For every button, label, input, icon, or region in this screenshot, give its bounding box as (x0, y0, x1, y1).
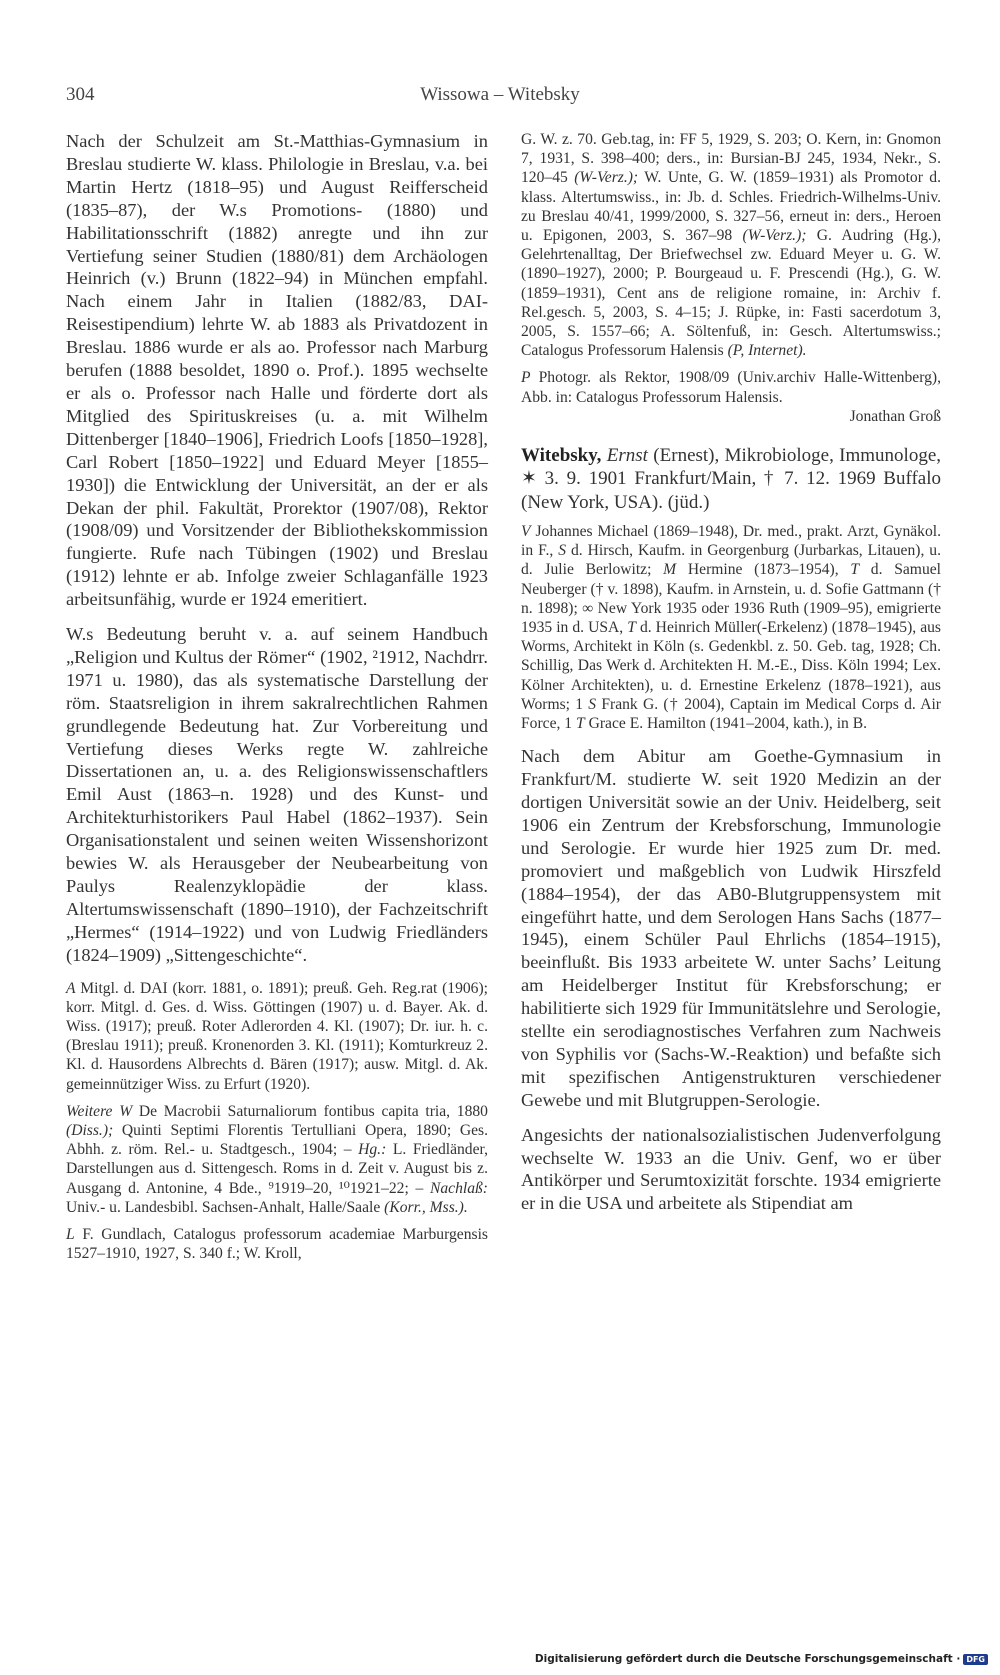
section-label-works: Weitere W (66, 1102, 133, 1120)
section-label-l: L (66, 1226, 75, 1244)
running-head: Wissowa – Witebsky (420, 84, 580, 105)
footer-text: Digitalisierung gefördert durch die Deutsche Forschungsgemeinschaft · (534, 1653, 961, 1665)
honors-section (66, 979, 488, 1094)
wissowa-biography-paragraph: Nach der Schulzeit am St.-Matthias-Gymnasium in Breslau studierte W. klass. Philologie in Breslau, v.a. bei Martin Hertz (1818–95) und August Reifferscheid (1835–87), der W.s Promotions- (1880) und Habilitationsschrift (1882) anregte und ihn zur Vertiefung seiner Studien (1880/81) dem Archäologen Heinrich (v.) Brunn (1822–94) in München empfahl. Nach einem Jahr in Italien (1882/83, DAI-Reisestipendium) lehrte W. ab 1883 als Privatdozent in Breslau. 1886 wurde er als ao. Professor nach Marburg berufen (1888 besoldet, 1890 o. Prof.). 1895 wechselte er als o. Professor nach Halle und förderte dort als Mitglied des Spirituskreises (u. a. mit Wilhelm Dittenberger [1840–1906], Friedrich Loofs [1850–1928], Carl Robert [1850–1922] und Eduard Meyer [1855–1930]) die Entwicklung der Universität, an der er als Dekan der phil. Fakultät, Prorektor (1907/08), Rektor (1908/09) und Vorsitzender der Bibliothekskommission fungierte. Rufe nach Tübingen (1902) und Breslau (1912) lehnte er ab. Infolge zweier Schlaganfälle 1923 arbeitsunfähig, wurde er 1924 emeritiert. (66, 131, 488, 610)
portrait-section: P Photogr. als Rektor, 1908/09 (Univ.archiv Halle-Wittenberg), Abb. in: Catalogus Professorum Halensis. (521, 369, 941, 406)
literature-continued: G. W. z. 70. Geb.tag, in: FF 5, 1929, S. 203; O. Kern, in: Gnomon 7, 1931, S. 398–400; ders., in: Bursian-BJ 245, 1934, Nekr., S. 120–45 (W-Verz.); W. Unte, G. W. (1859–1931) als Promotor d. klass. Altertumswiss., in: Jb. d. Schles. Friedrich-Wilhelms-Univ. zu Breslau 40/41, 1999/2000, S. 327–56, erneut in: ders., Heroen u. Epigonen, 2003, S. 367–98 (W-Verz.); G. Audring (Hg.), Gelehrtenalltag, Der Briefwechsel zw. Eduard Meyer u. G. W. (1890–1927), 2000; P. Bourgeaud u. F. Prescendi (Hg.), G. W. (1859–1931), Cent ans de religione romaine, in: Archiv f. Rel.gesch. 5, 2003, S. 4–15; J. Rüpke, in: Fasti sacerdotum 3, 2005, S. 1557–66; A. Söltenfuß, in: Gesch. Altertumswiss.; Catalogus Professorum Halensis (P, Internet). (521, 131, 941, 360)
literature-section: L F. Gundlach, Catalogus professorum academiae Marburgensis 1527–1910, 1927, S. 340 f.; W. Kroll, (66, 1226, 488, 1263)
article-author: Jonathan Groß (849, 407, 941, 425)
section-label-a: A (66, 979, 76, 997)
left-column (66, 130, 488, 1263)
dfg-logo: DFG (963, 1654, 988, 1665)
entry-surname: Witebsky, (521, 445, 602, 467)
right-column (521, 130, 941, 1215)
entry-heading-witebsky (521, 444, 941, 514)
digitization-footer (535, 1653, 988, 1665)
witebsky-education-paragraph: Nach dem Abitur am Goethe-Gymnasium in Frankfurt/M. studierte W. seit 1920 Medizin an der dortigen Universität sowie an der Univ. Heidelberg, seit 1906 ein Zentrum der Krebsforschung, Immunologie und Serologie. Er wurde hier 1925 zum Dr. med. promoviert und maßgeblich von Ludwik Hirszfeld (1884–1954), der das AB0-Blutgruppensystem mit eingeführt hatte, und dem Serologen Hans Sachs (1877–1945), einem Schüler Paul Ehrlichs (1854–1915), beeinflußt. Bis 1933 arbeitete W. unter Sachs’ Leitung am Heidelberger Institut für Krebsforschung; er habilitierte sich 1929 für Immunitätslehre und Serologie, stellte ein serodiagnostisches Verfahren zum Nachweis von Syphilis vor (Sachs-W.-Reaktion) und befaßte sich mit spezifischen Antigenstrukturen verschiedener Gewebe und mit Blutgruppen-Serologie. (521, 746, 941, 1110)
works-section: Weitere W De Macrobii Saturnaliorum fontibus capita tria, 1880 (Diss.); Quinti Septimi Florentis Tertulliani Opera, 1890; Ges. Abhh. z. röm. Rel.- u. Stadtgesch., 1904; – Hg.: L. Friedländer, Darstellungen aus d. Sittengesch. Roms in d. Zeit v. August bis z. Ausgang d. Antonine, 4 Bde., ⁹1919–20, ¹⁰1921–22; – Nachlaß: Univ.- u. Landesbibl. Sachsen-Anhalt, Halle/Saale (Korr., Mss.). (66, 1102, 488, 1216)
page-number: 304 (66, 84, 95, 105)
entry-heading-details: (Ernest), Mikrobiologe, Immunologe, ✶ 3. 9. 1901 Frankfurt/Main, † 7. 12. 1969 Buffalo (New York, USA). (jüd.) (521, 445, 942, 513)
honors-text: Mitgl. d. DAI (korr. 1881, o. 1891); preuß. Geh. Reg.rat (1906); korr. Mitgl. d. Ges. d. Wiss. Göttingen (1907) u. d. Bayer. Ak. d. Wiss. (1917); preuß. Roter Adlerorden 4. Kl. (1907); Dr. iur. h. c. (Breslau 1911); preuß. Kronenorden 3. Kl. (1911); Komturkreuz 2. Kl. d. Hausordens Albrechts d. Bären (1917); ausw. Mitgl. d. Ak. gemeinnütziger Wiss. zu Erfurt (1920). (66, 979, 488, 1093)
family-section: V Johannes Michael (1869–1948), Dr. med., prakt. Arzt, Gynäkol. in F., S d. Hirsch, Kaufm. in Georgenburg (Jurbarkas, Litauen), u. d. Julie Berlowitz; M Hermine (1873–1954), T d. Samuel Neuberger († v. 1898), Kaufm. in Arnstein, u. d. Sofie Gattmann († n. 1898); ∞ New York 1935 oder 1936 Ruth (1909–95), emigrierte 1935 in d. USA, T d. Heinrich Müller(-Erkelenz) (1878–1945), aus Worms, Architekt in Köln (s. Gedenkbl. z. 50. Geb. tag, 1928; Ch. Schillig, Das Werk d. Architekten H. M.-E., Diss. Köln 1994; Lex. Kölner Architekten), u. d. Ernestine Erkelenz (1878–1921), aus Worms; 1 S Frank G. († 2004), Captain im Medical Corps d. Air Force, 1 T Grace E. Hamilton (1941–2004, kath.), in B. (521, 522, 941, 732)
section-label-p: P (521, 369, 531, 387)
entry-given-name: Ernst (606, 445, 648, 467)
witebsky-emigration-paragraph: Angesichts der nationalsozialistischen Judenverfolgung wechselte W. 1933 an die Univ. Genf, wo er über Antikörper und Serumtoxizität forschte. 1934 emigrierte er in die USA und arbeitete als Stipendiat am (521, 1124, 941, 1214)
wissowa-significance-paragraph: W.s Bedeutung beruht v. a. auf seinem Handbuch „Religion und Kultus der Römer“ (1902, ²1912, Nachdrr. 1971 u. 1980), das als systematische Darstellung der röm. Staatsreligion in ihrem sakralrechtlichen Rahmen grundlegende Bedeutung hat. Zur Vorbereitung und Vertiefung dieses Werks regte W. zahlreiche Dissertationen an, u. a. des Religionswissenschaftlers Emil Aust (1863–n. 1928) und des Kunst- und Architekturhistorikers Paul Habel (1862–1937). Sein Organisationstalent und seinen weiten Wissenshorizont bewies W. als Herausgeber der Neubearbeitung von Paulys Realenzyklopädie der klass. Altertumswissenschaft (1890–1910), der Fachzeitschrift „Hermes“ (1914–1922) und von Ludwig Friedländers (1824–1909) „Sittengeschichte“. (66, 624, 488, 965)
